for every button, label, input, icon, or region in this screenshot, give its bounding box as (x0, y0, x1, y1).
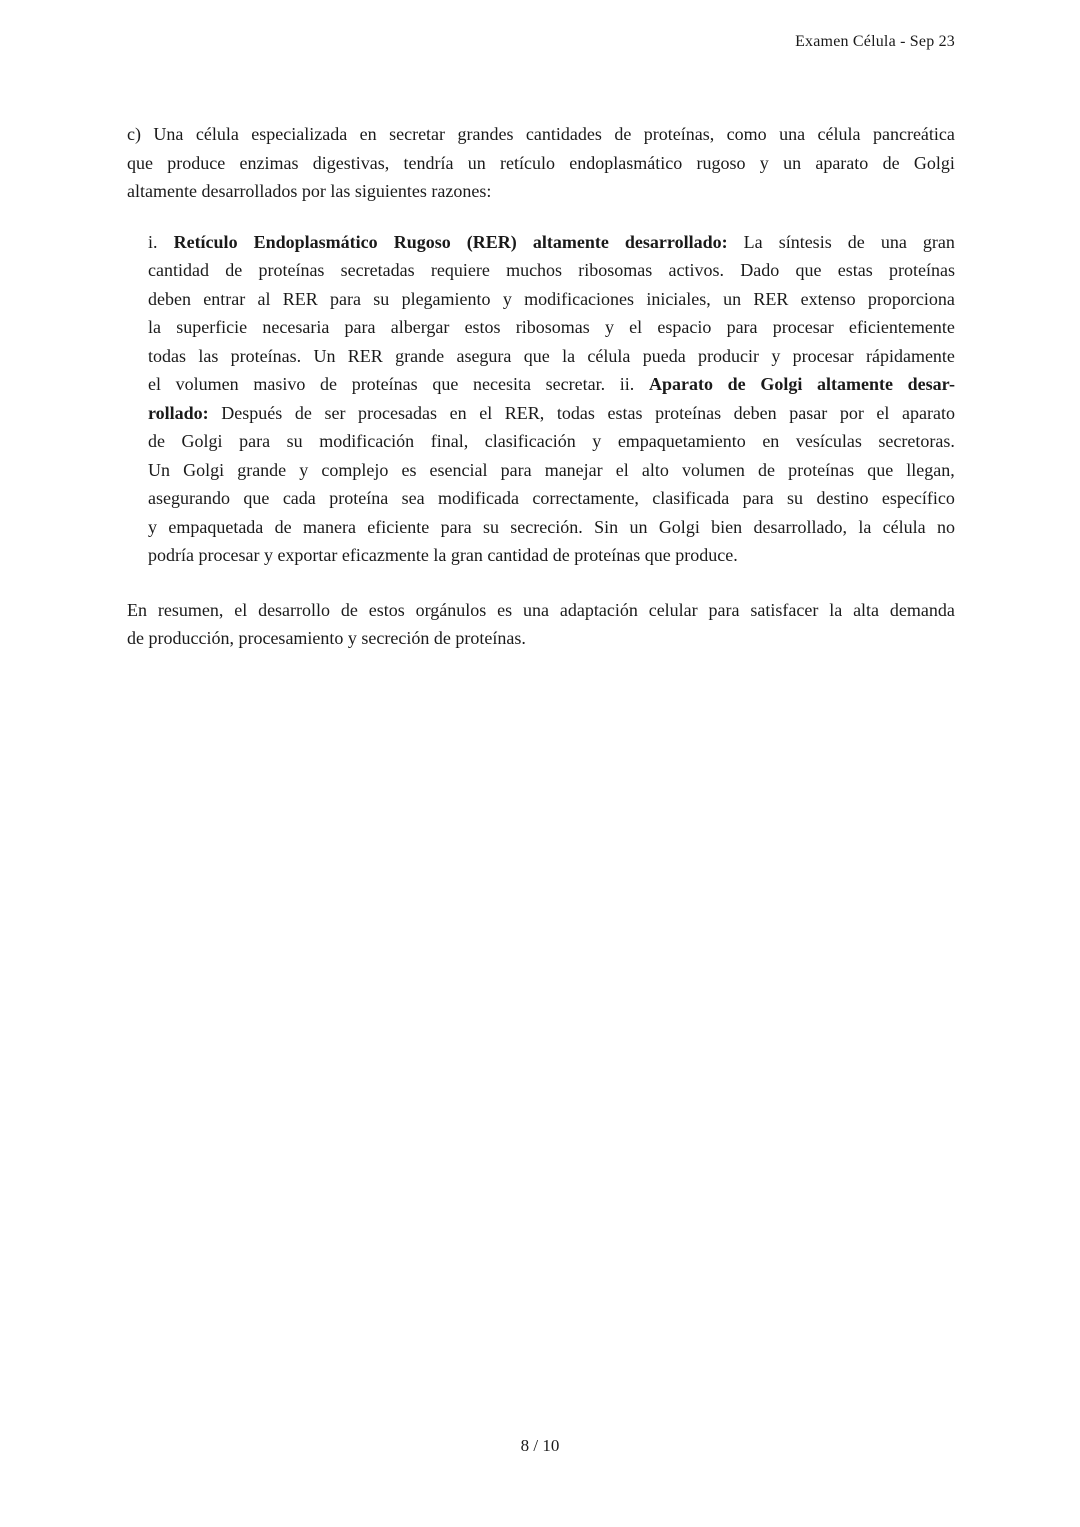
word: RER (753, 288, 789, 309)
word: En (127, 599, 147, 620)
word: proteínas (655, 402, 722, 423)
word: cantidad (148, 260, 209, 280)
text-line (127, 149, 955, 178)
bold-word: Golgi (760, 374, 803, 394)
word: extenso (800, 288, 856, 309)
word: La (743, 231, 763, 252)
word: una (523, 599, 550, 620)
word: un (723, 288, 742, 309)
word: modificada (438, 488, 519, 508)
word: célula (882, 516, 926, 537)
word: esencial (429, 459, 488, 480)
word: celular (648, 599, 698, 620)
word: RER (347, 345, 383, 366)
word: su (286, 431, 303, 451)
text-run: podría procesar y exportar eficazmente la gran cantidad de proteínas que produce. (148, 545, 738, 565)
word: grandes (457, 124, 514, 144)
word: destino (816, 488, 869, 508)
word: adaptación (559, 599, 638, 620)
word: proteínas (351, 374, 418, 394)
word: producir (698, 345, 760, 366)
word: de (882, 152, 900, 173)
word: ribosomas (578, 260, 653, 280)
word: bien (711, 516, 743, 537)
word: Un (148, 459, 170, 480)
text-line (148, 513, 955, 542)
word: desarrollo (258, 599, 331, 620)
word: una (779, 124, 806, 144)
word: y (759, 152, 769, 173)
word: procesadas (358, 402, 438, 423)
word: rugoso (696, 152, 746, 173)
word: manera (302, 516, 356, 537)
word: para (440, 516, 472, 537)
word: clasificada (652, 488, 730, 508)
paragraph-answer-block (148, 228, 955, 570)
word: un (629, 516, 648, 537)
word: gran (922, 231, 955, 252)
word: pasar (789, 402, 828, 423)
word: espacio (657, 317, 712, 337)
word: todas (556, 402, 595, 423)
word: y (148, 516, 157, 537)
word: alto (641, 459, 669, 480)
text-run: altamente desarrollados por las siguientes razones: (127, 181, 492, 201)
bold-word: desar- (907, 374, 955, 394)
word: célula (587, 345, 631, 366)
word: produce (167, 152, 226, 173)
word: muchos (506, 260, 563, 280)
word: empaquetada (168, 516, 264, 537)
word: Dado (740, 260, 780, 280)
word: proteína (329, 488, 389, 508)
word: retículo (500, 152, 556, 173)
text-line (127, 596, 955, 625)
word: correctamente, (532, 488, 639, 508)
bold-word: desarrollado: (624, 231, 728, 252)
word: de (225, 260, 243, 280)
word: endoplasmático (569, 152, 683, 173)
word: Una (153, 124, 184, 144)
word: ii. (619, 374, 635, 394)
word: masivo (253, 374, 306, 394)
word: requiere (430, 260, 490, 280)
word: un (783, 152, 802, 173)
word: ser (324, 402, 346, 423)
word: no (937, 516, 955, 537)
word: secreción. (510, 516, 583, 537)
text-line (148, 313, 955, 342)
word: RER, (504, 402, 545, 423)
word: el (615, 459, 629, 480)
word: Golgi (913, 152, 955, 173)
word: la (829, 599, 843, 620)
word: tendría (403, 152, 454, 173)
word: asegura (456, 345, 512, 366)
word: especializada (251, 124, 348, 144)
word: Golgi (183, 459, 225, 480)
paragraph-question-c-intro (127, 120, 955, 206)
text-line (148, 370, 955, 399)
word: y (771, 345, 781, 366)
text-line (148, 484, 955, 513)
word: el (629, 317, 643, 337)
word: el (876, 402, 890, 423)
word: i. (148, 231, 158, 252)
bold-word: Retículo (173, 231, 238, 252)
word: eficientemente (848, 317, 955, 337)
bold-word: altamente (532, 231, 609, 252)
word: pueda (642, 345, 686, 366)
word: volumen (681, 459, 745, 480)
word: para (500, 459, 532, 480)
word: el (479, 402, 493, 423)
word: deben (148, 288, 191, 309)
word: aparato (902, 402, 955, 423)
word: y (299, 459, 309, 480)
word: su (482, 516, 499, 537)
word: grande (237, 459, 287, 480)
word: modificaciones (524, 288, 635, 309)
text-line (148, 399, 955, 428)
text-line (127, 177, 955, 206)
word: estas (607, 402, 643, 423)
word: en (449, 402, 467, 423)
text-line (148, 342, 955, 371)
word: las (198, 345, 219, 366)
word: y (604, 317, 614, 337)
word: manejar (544, 459, 603, 480)
word: RER (282, 288, 318, 309)
word: que (432, 374, 459, 394)
word: para (330, 288, 362, 309)
text-run: de producción, procesamiento y secreción de proteínas. (127, 628, 526, 648)
paragraph-summary (127, 596, 955, 653)
word: la (148, 317, 161, 337)
word: célula (817, 124, 861, 144)
word: cantidades (525, 124, 602, 144)
word: proteínas, (643, 124, 715, 144)
word: enzimas (239, 152, 299, 173)
word: activos. (668, 260, 725, 280)
word: el (148, 374, 161, 394)
word: proteínas (888, 260, 955, 280)
bold-word: Aparato (648, 374, 713, 394)
word: Después (221, 402, 283, 423)
bold-word: Endoplasmático (253, 231, 378, 252)
word: superficie (176, 317, 248, 337)
word: necesita (473, 374, 531, 394)
word: todas (148, 345, 186, 366)
word: proporciona (867, 288, 955, 309)
word: aparato (815, 152, 869, 173)
word: proteínas (788, 459, 855, 480)
word: proteínas (258, 260, 325, 280)
word: empaquetamiento (617, 431, 746, 451)
word: síntesis (778, 231, 832, 252)
word: el (234, 599, 248, 620)
word: digestivas, (312, 152, 390, 173)
word: de (847, 231, 865, 252)
word: desarrollado, (753, 516, 847, 537)
word: su (787, 488, 804, 508)
word: asegurando (148, 488, 230, 508)
word: que (867, 459, 894, 480)
word: que (127, 152, 153, 173)
word: una (880, 231, 907, 252)
word: resumen, (157, 599, 224, 620)
word: Un (313, 345, 336, 366)
word: célula (195, 124, 239, 144)
word: sea (401, 488, 425, 508)
word: Golgi (181, 431, 223, 451)
word: y (592, 431, 602, 451)
word: como (726, 124, 767, 144)
text-line (148, 427, 955, 456)
word: de (340, 599, 358, 620)
bold-word: rollado: (148, 402, 209, 423)
word: final, (430, 431, 469, 451)
word: secretadas (340, 260, 415, 280)
word: albergar (390, 317, 450, 337)
word: vesículas (795, 431, 862, 451)
word: demanda (889, 599, 955, 620)
word: para (726, 317, 758, 337)
bold-word: (RER) (466, 231, 517, 252)
word: es (497, 599, 513, 620)
word: al (257, 288, 271, 309)
word: llegan, (906, 459, 955, 480)
word: de (294, 402, 312, 423)
word: la (562, 345, 576, 366)
word: estos (464, 317, 501, 337)
word: específico (881, 488, 955, 508)
word: procesar (772, 317, 834, 337)
word: para (742, 488, 774, 508)
word: para (344, 317, 376, 337)
page-number: 8 / 10 (520, 1436, 560, 1455)
word: estas (837, 260, 873, 280)
word: orgánulos (415, 599, 487, 620)
page-header-title: Examen Célula - Sep 23 (795, 33, 955, 50)
word: Sin (594, 516, 619, 537)
word: de (274, 516, 292, 537)
text-line (148, 228, 955, 257)
word: iniciales, (646, 288, 711, 309)
word: estos (368, 599, 405, 620)
word: volumen (175, 374, 239, 394)
document-body (127, 120, 955, 653)
word: Golgi (658, 516, 700, 537)
bold-word: de (727, 374, 746, 394)
word: y (502, 288, 512, 309)
word: procesar (792, 345, 854, 366)
word: complejo (321, 459, 389, 480)
text-line (127, 624, 955, 653)
word: para (239, 431, 271, 451)
word: alta (853, 599, 880, 620)
word: por (839, 402, 864, 423)
word: plegamiento (401, 288, 491, 309)
word: modificación (319, 431, 415, 451)
word: de (758, 459, 776, 480)
word: entrar (203, 288, 246, 309)
text-line (148, 285, 955, 314)
word: que (795, 260, 822, 280)
word: secretar (389, 124, 446, 144)
word: satisfacer (750, 599, 819, 620)
text-line (127, 120, 955, 149)
word: es (401, 459, 417, 480)
word: secretoras. (878, 431, 955, 451)
word: cada (282, 488, 316, 508)
text-line (148, 456, 955, 485)
word: ribosomas (515, 317, 590, 337)
word: de (614, 124, 632, 144)
bold-word: Rugoso (393, 231, 451, 252)
word: rápidamente (865, 345, 955, 366)
word: en (359, 124, 377, 144)
word: proteínas. (230, 345, 302, 366)
word: de (148, 431, 165, 451)
word: clasificación (484, 431, 576, 451)
word: que (523, 345, 550, 366)
word: necesaria (262, 317, 330, 337)
word: para (708, 599, 740, 620)
word: pancreática (872, 124, 955, 144)
text-line (148, 541, 955, 570)
word: grande (395, 345, 445, 366)
word: la (858, 516, 872, 537)
word: eficiente (367, 516, 430, 537)
word: secretar. (545, 374, 606, 394)
bold-word: altamente (817, 374, 893, 394)
word: un (467, 152, 486, 173)
word: c) (127, 124, 141, 144)
word: su (373, 288, 390, 309)
word: de (320, 374, 338, 394)
word: en (762, 431, 780, 451)
word: que (243, 488, 270, 508)
word: deben (733, 402, 777, 423)
text-line (148, 256, 955, 285)
